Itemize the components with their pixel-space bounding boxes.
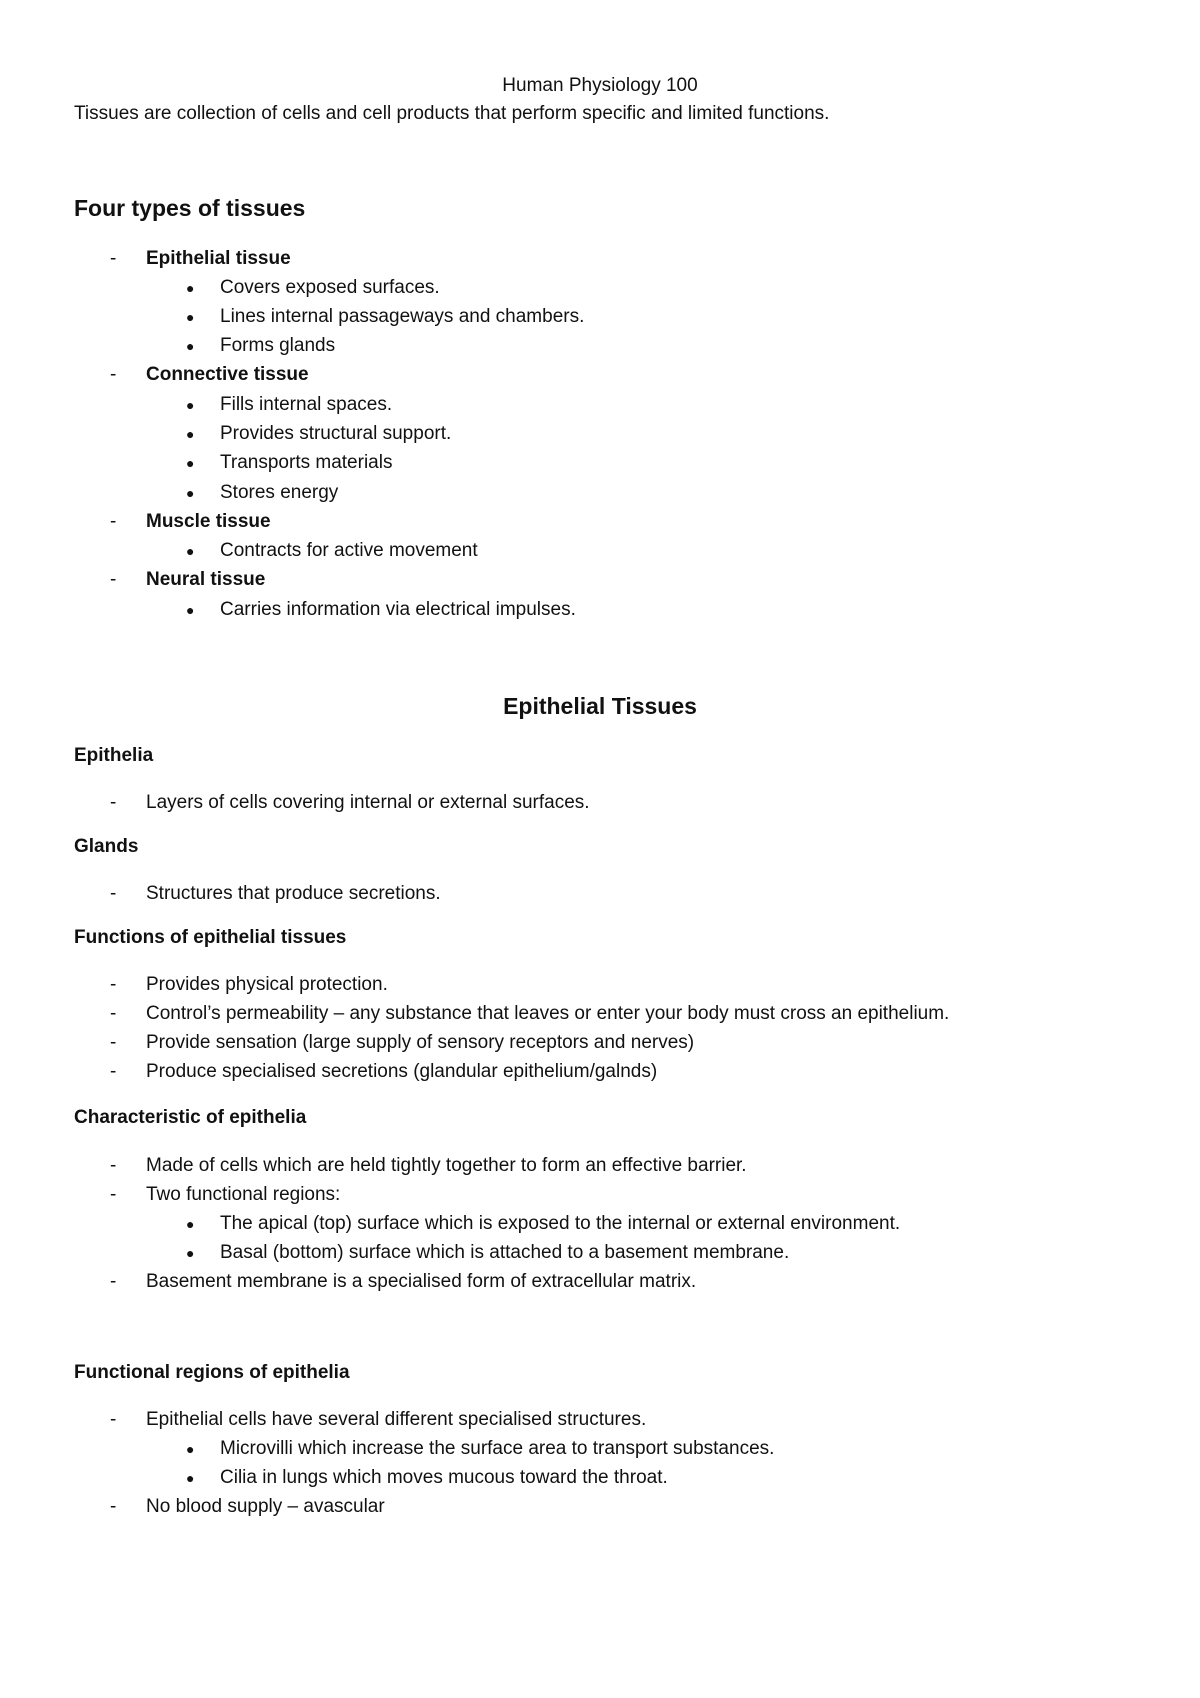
list-dash: - (110, 569, 117, 590)
list-dash: - (110, 792, 117, 813)
list-item: Layers of cells covering internal or external surfaces. (146, 792, 590, 813)
list-dash: - (110, 1155, 117, 1176)
bullet-icon: ● (186, 455, 195, 471)
bullet-icon: ● (186, 543, 195, 559)
list-item: Structures that produce secretions. (146, 883, 441, 904)
list-dash: - (110, 1271, 117, 1292)
bullet-icon: ● (186, 397, 195, 413)
bullet-icon: ● (186, 1441, 195, 1457)
list-item: Produce specialised secretions (glandular epithelium/galnds) (146, 1061, 658, 1082)
epithelial-heading: Epithelial Tissues (503, 693, 697, 719)
bullet-icon: ● (186, 338, 195, 354)
list-item: Transports materials (220, 452, 393, 473)
four-types-heading: Four types of tissues (74, 195, 306, 221)
list-item: Provides structural support. (220, 423, 452, 444)
list-dash: - (110, 1496, 117, 1517)
bullet-icon: ● (186, 309, 195, 325)
intro-text: Tissues are collection of cells and cell products that perform specific and limited functions. (74, 103, 830, 124)
bullet-icon: ● (186, 602, 195, 618)
bullet-icon: ● (186, 1470, 195, 1486)
list-item: Epithelial cells have several different specialised structures. (146, 1409, 647, 1430)
list-dash: - (110, 883, 117, 904)
list-item: Made of cells which are held tightly together to form an effective barrier. (146, 1155, 747, 1176)
list-dash: - (110, 1409, 117, 1430)
list-item: Carries information via electrical impulses. (220, 599, 576, 620)
list-item-label: Muscle tissue (146, 511, 271, 532)
list-item: The apical (top) surface which is exposed to the internal or external environment. (220, 1213, 901, 1234)
list-item: Covers exposed surfaces. (220, 277, 440, 298)
list-item: Two functional regions: (146, 1184, 341, 1205)
list-item: Microvilli which increase the surface area to transport substances. (220, 1438, 775, 1459)
list-item: Contracts for active movement (220, 540, 478, 561)
list-item-label: Connective tissue (146, 364, 309, 385)
bullet-icon: ● (186, 485, 195, 501)
glands-subheading: Glands (74, 836, 139, 857)
bullet-icon: ● (186, 1216, 195, 1232)
list-item: Provides physical protection. (146, 974, 388, 995)
list-item: No blood supply – avascular (146, 1496, 385, 1517)
bullet-icon: ● (186, 1245, 195, 1261)
list-item: Cilia in lungs which moves mucous toward the throat. (220, 1467, 668, 1488)
list-dash: - (110, 1184, 117, 1205)
list-item: Basal (bottom) surface which is attached to a basement membrane. (220, 1242, 790, 1263)
functions-subheading: Functions of epithelial tissues (74, 927, 347, 948)
bullet-icon: ● (186, 426, 195, 442)
list-dash: - (110, 248, 117, 269)
characteristic-subheading: Characteristic of epithelia (74, 1107, 307, 1128)
bullet-icon: ● (186, 280, 195, 296)
list-item: Forms glands (220, 335, 336, 356)
list-item: Basement membrane is a specialised form of extracellular matrix. (146, 1271, 697, 1292)
list-dash: - (110, 511, 117, 532)
list-item-label: Epithelial tissue (146, 248, 291, 269)
functional-regions-subheading: Functional regions of epithelia (74, 1362, 350, 1383)
list-item-label: Neural tissue (146, 569, 266, 590)
list-item: Control’s permeability – any substance that leaves or enter your body must cross an epithelium. (146, 1003, 950, 1024)
list-item: Lines internal passageways and chambers. (220, 306, 585, 327)
list-dash: - (110, 364, 117, 385)
list-dash: - (110, 1061, 117, 1082)
list-dash: - (110, 974, 117, 995)
list-dash: - (110, 1032, 117, 1053)
epithelia-subheading: Epithelia (74, 745, 154, 766)
list-item: Fills internal spaces. (220, 394, 393, 415)
list-dash: - (110, 1003, 117, 1024)
document-title: Human Physiology 100 (502, 75, 698, 96)
list-item: Provide sensation (large supply of sensory receptors and nerves) (146, 1032, 695, 1053)
list-item: Stores energy (220, 482, 339, 503)
